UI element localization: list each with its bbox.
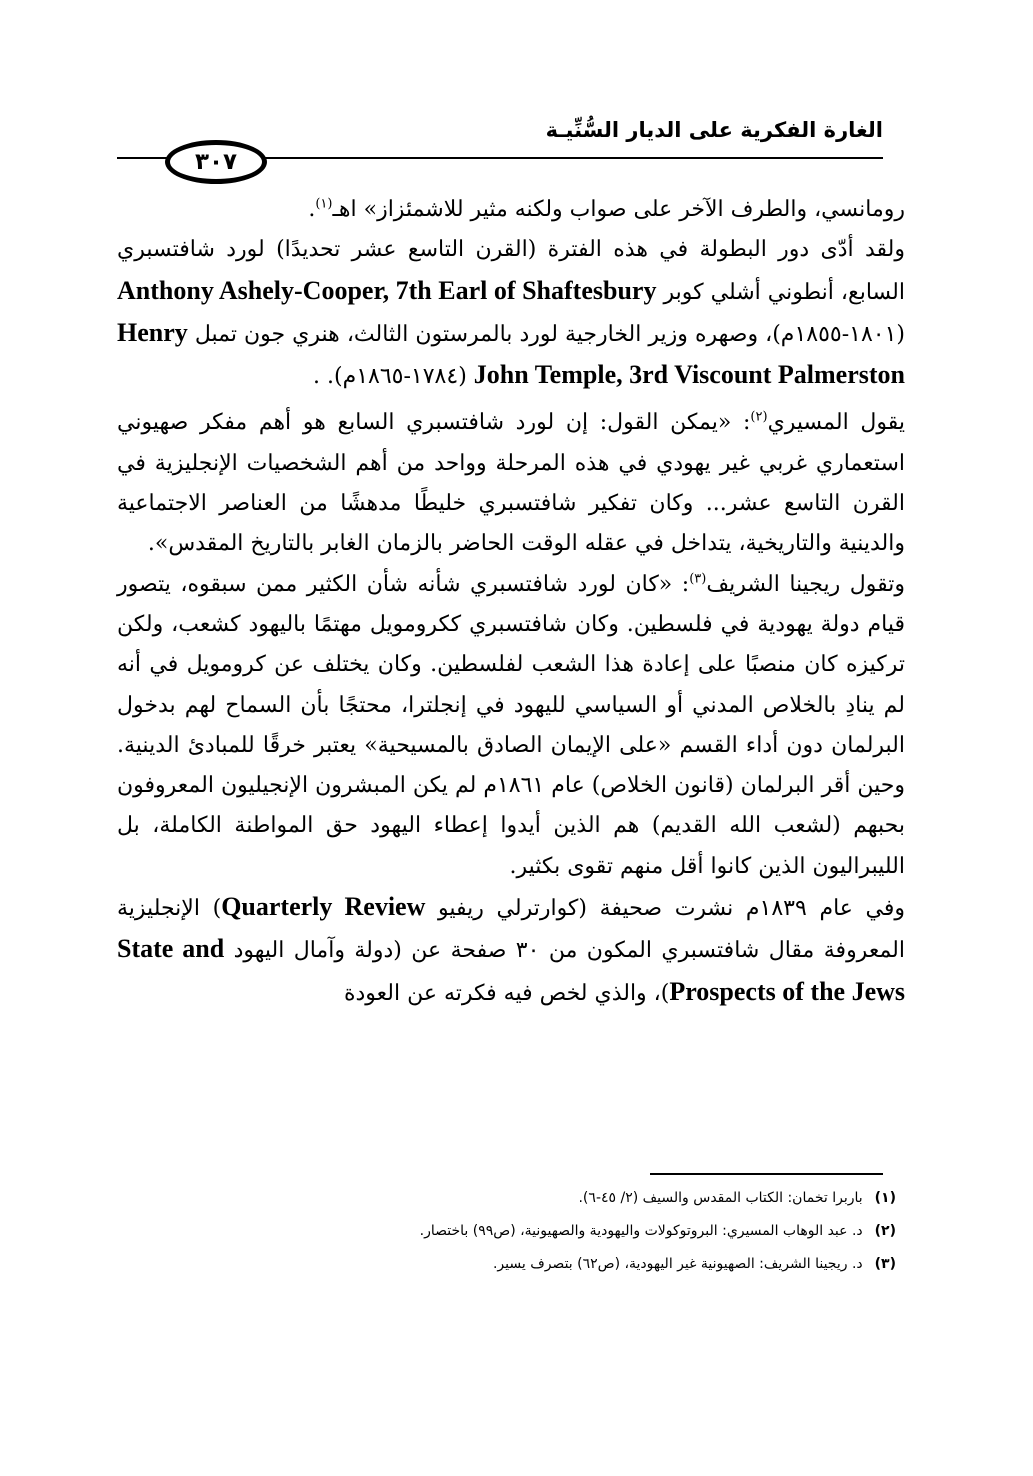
paragraph-text: ولقد أدّى دور البطولة في هذه الفترة (القرن التاسع عشر تحديدًا) لورد شافتسبري السابع، أنطوني أشلي كوبر: [117, 237, 905, 305]
paragraph-text: يقول المسيري: [767, 410, 905, 436]
paragraph-text: وتقول ريجينا الشريف: [706, 571, 905, 597]
footnote-number: (٢): [874, 1223, 896, 1239]
paragraph-1: [117, 190, 905, 230]
paragraph-text: (١٧٨٤-١٨٦٥م). .: [313, 364, 467, 390]
footnote-item: [117, 1189, 896, 1208]
footnote-number: (٣): [874, 1256, 896, 1272]
running-header-title: الغارة الفكرية على الديار السُّنِّيـة: [545, 118, 883, 142]
paragraph-text: )، والذي لخص فيه فكرته عن العودة: [343, 980, 670, 1006]
footnote-text: د. ريجينا الشريف: الصهيونية غير اليهودية، (ص٦٢) بتصرف يسير.: [492, 1256, 863, 1272]
paragraph-text: : «كان لورد شافتسبري شأنه شأن الكثير ممن سبقوه، يتصور قيام دولة يهودية في فلسطين. وكان شافتسبري ككرومويل مهتمًا باليهود كشعب، ولكن تركيزه كان منصبًا على إعادة هذا الشعب لفلسطين. وكان يختلف عن كرومويل في أنه لم ينادِ بالخلاص المدني أو السياسي لليهود في إنجلترا، محتجًا بأن السماح لهم بدخول البرلمان دون أداء القسم «على الإيمان الصادق بالمسيحية» يعتبر خرقًا للمبادئ الدينية. وحين أقر البرلمان (قانون الخلاص) عام ١٨٦١م لم يكن المبشرون الإنجيليون المعروفون بحبهم (لشعب الله القديم) هم الذين أيدوا إعطاء اليهود حق المواطنة الكاملة، بل الليبراليون الذين كانوا أقل منهم تقوى بكثير.: [117, 571, 905, 879]
paragraph-4: [117, 565, 905, 887]
footnote-item: [117, 1222, 896, 1241]
footnote-ref: (٢): [750, 410, 768, 426]
footnote-ref: (٣): [689, 571, 707, 587]
latin-name: Henry John Temple, 3rd Viscount Palmerston: [117, 317, 905, 390]
footnotes: [117, 1189, 896, 1288]
main-text: [117, 190, 905, 1014]
footnote-ref: (١): [315, 196, 333, 212]
footnote-item: [117, 1255, 896, 1274]
paragraph-3: [117, 403, 905, 564]
footnote-text: د. عبد الوهاب المسيري: البروتوكولات واليهودية والصهيونية، (ص٩٩) باختصار.: [419, 1223, 863, 1239]
paragraph-text: ) الإنجليزية المعروفة مقال شافتسبري المكون من ٣٠ صفحة عن (دولة وآمال اليهود: [117, 896, 905, 964]
footnote-number: (١): [874, 1190, 896, 1206]
paragraph-text: وفي عام ١٨٣٩م نشرت صحيفة (كوارترلي ريفيو: [438, 896, 906, 922]
paragraph-text: : «يمكن القول: إن لورد شافتسبري السابع هو أهم مفكر صهيوني استعماري غربي غير يهودي في هذه المرحلة وواحد من أهم الشخصيات الإنجليزية في القرن التاسع عشر... وكان تفكير شافتسبري خليطًا مدهشًا من العناصر الاجتماعية والدينية والتاريخية، يتداخل في عقله الوقت الحاضر بالزمان الغابر بالتاريخ المقدس».: [117, 410, 905, 557]
footnote-separator: [650, 1173, 883, 1175]
paragraph-text: (١٨٠١-١٨٥٥م)، وصهره وزير الخارجية لورد بالمرستون الثالث، هنري جون تمبل: [194, 321, 905, 347]
latin-name: State and Prospects of the Jews: [117, 934, 905, 1006]
footnote-text: باربرا تخمان: الكتاب المقدس والسيف (٢/ ٤٥-٦).: [578, 1190, 863, 1206]
paragraph-text: رومانسي، والطرف الآخر على صواب ولكنه مثير للاشمئزاز» اهـ: [332, 197, 905, 222]
page-number-badge: ٣٠٧: [165, 140, 267, 184]
paragraph-2: [117, 230, 905, 397]
paragraph-text: .: [308, 197, 316, 222]
latin-name: Anthony Ashely-Cooper, 7th Earl of Shaftesbury: [117, 275, 657, 305]
paragraph-5: [117, 887, 905, 1014]
latin-name: Quarterly Review: [221, 892, 426, 922]
